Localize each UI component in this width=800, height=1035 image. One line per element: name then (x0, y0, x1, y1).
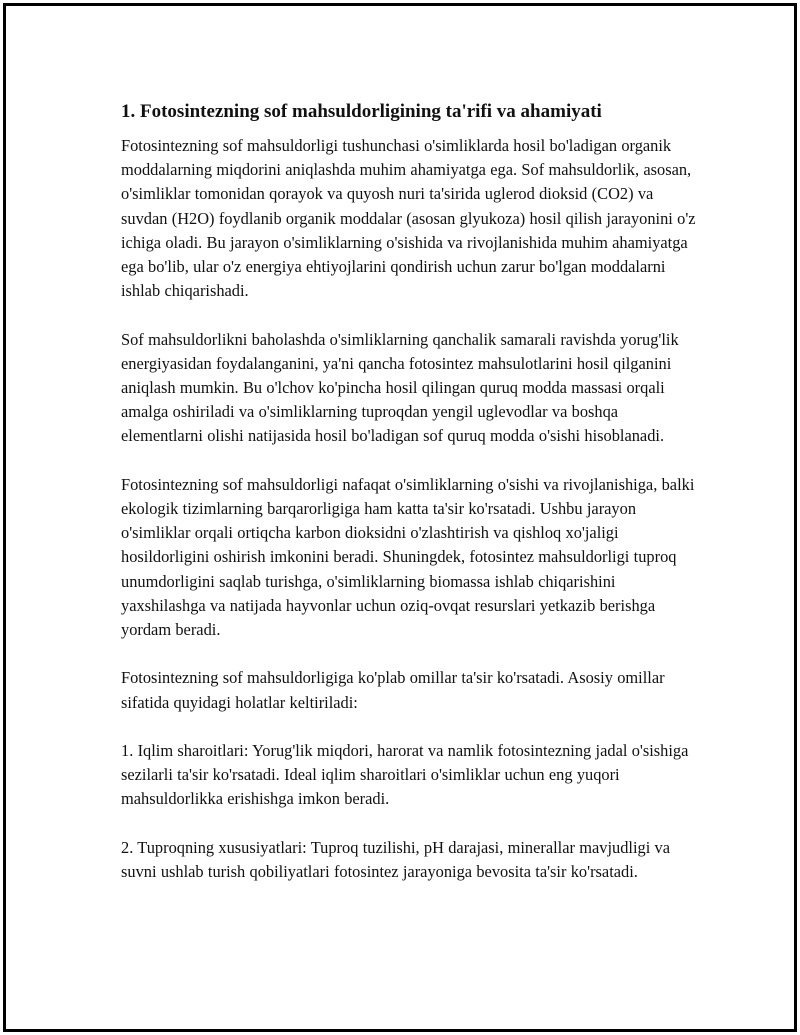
list-item-soil: 2. Tuproqning xususiyatlari: Tuproq tuzilishi, pH darajasi, minerallar mavjudligi va suvni ushlab turish qobiliyatlari fotosintez jarayoniga bevosita ta'sir ko'rsatadi. (121, 837, 671, 882)
page-frame (3, 3, 797, 1032)
paragraph-importance: Fotosintezning sof mahsuldorligi nafaqat o'simliklarning o'sishi va rivojlanishiga, balki ekologik tizimlarning barqarorligiga ham katta ta'sir ko'rsatadi. Ushbu jarayon o'simliklar orqali ortiqcha karbon dioksidni o'zlashtirish va qishloq xo'jaligi hosildorligini oshirish imkonini beradi. Shuningdek, fotosintez mahsuldorligi tuproq unumdorligini saqlab turishga, o'simliklarning biomassa ishlab chiqarishini yaxshilashga va natijada hayvonlar uchun oziq-ovqat resurslari yetkazib berishga yordam beradi. (121, 474, 695, 640)
document-body (121, 99, 696, 908)
paragraph-factors-intro: Fotosintezning sof mahsuldorligiga ko'plab omillar ta'sir ko'rsatadi. Asosiy omillar sifatida quyidagi holatlar keltiriladi: (121, 668, 665, 712)
paragraph-definition: Fotosintezning sof mahsuldorligi tushunchasi o'simliklarda hosil bo'ladigan organik moddalarning miqdorini aniqlashda muhim ahamiyatga ega. Sof mahsuldorlik, asosan, o'simliklar tomonidan qorayok va quyosh nuri ta'sirida uglerod dioksid (CO2) va suvdan (H2O) foydlanib organik moddalar (asosan glyukoza) hosil qilish jarayonini o'z ichiga oladi. Bu jarayon o'simliklarning o'sishida va rivojlanishida muhim ahamiyatga ega bo'lib, ular o'z energiya ehtiyojlarini qondirish uchun zarur bo'lgan moddalarni ishlab chiqarishadi. (121, 136, 696, 301)
list-item-climate: 1. Iqlim sharoitlari: Yorug'lik miqdori, harorat va namlik fotosintezning jadal o'sishiga sezilarli ta'sir ko'rsatadi. Ideal iqlim sharoitlari o'simliklar uchun eng yuqori mahsuldorlikka erishishga imkon beradi. (121, 741, 689, 809)
section-heading: 1. Fotosintezning sof mahsuldorligining ta'rifi va ahamiyati (121, 101, 602, 122)
paragraph-evaluation: Sof mahsuldorlikni baholashda o'simliklarning qanchalik samarali ravishda yorug'lik energiyasidan foydalanganini, ya'ni qancha fotosintez mahsulotlarini hosil qilganini aniqlash mumkin. Bu o'lchov ko'pincha hosil qilingan quruq modda massasi orqali amalga oshiriladi va o'simliklarning tuproqdan yengil uglevodlar va boshqa elementlarni olishi natijasida hosil bo'ladigan sof quruq modda o'sishi hisoblanadi. (121, 329, 679, 446)
